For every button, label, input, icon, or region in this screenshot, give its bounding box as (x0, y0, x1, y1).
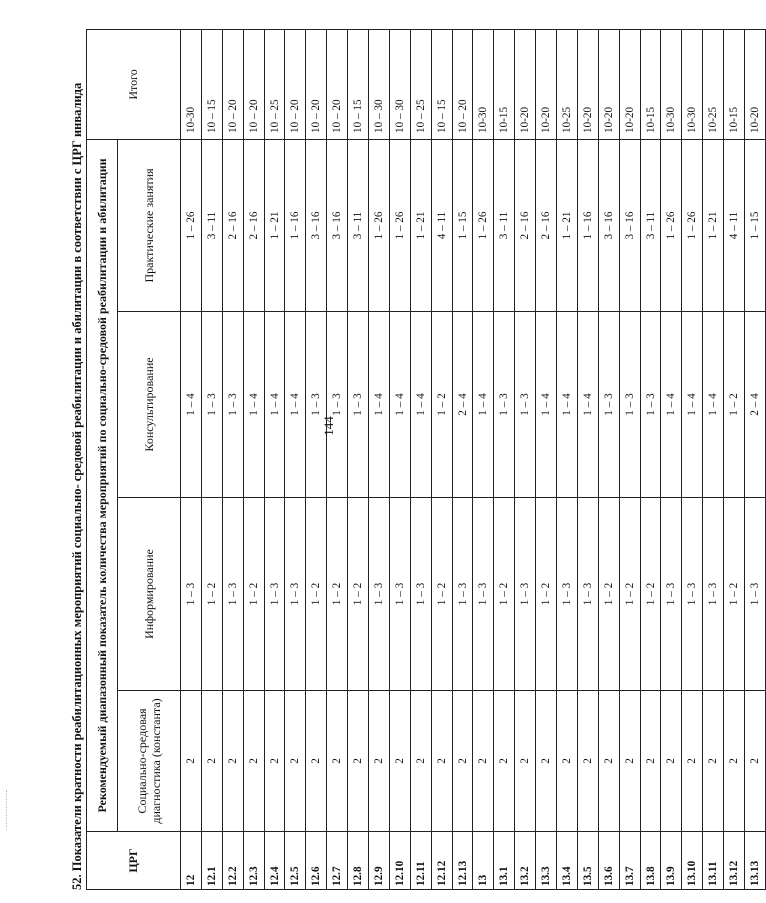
row-practical: 1 – 26 (389, 139, 410, 311)
row-total: 10 – 20 (327, 29, 348, 139)
row-consulting: 1 – 2 (724, 312, 745, 498)
row-crg: 13.11 (703, 832, 724, 890)
row-informing: 1 – 3 (557, 498, 578, 691)
row-practical: 1 – 26 (181, 139, 202, 311)
row-practical: 3 – 11 (348, 139, 369, 311)
row-diagnostics: 2 (369, 691, 390, 832)
row-informing: 1 – 2 (494, 498, 515, 691)
header-crg: ЦРГ (87, 832, 181, 890)
row-diagnostics: 2 (201, 691, 222, 832)
row-diagnostics: 2 (745, 691, 766, 832)
row-informing: 1 – 3 (745, 498, 766, 691)
table-row (348, 29, 369, 889)
row-practical: 1 – 26 (473, 139, 494, 311)
header-consulting: Консультирование (118, 312, 181, 498)
row-diagnostics: 2 (348, 691, 369, 832)
row-crg: 13.3 (536, 832, 557, 890)
row-crg: 12.8 (348, 832, 369, 890)
row-consulting: 1 – 4 (285, 312, 306, 498)
row-total: 10 – 30 (369, 29, 390, 139)
row-diagnostics: 2 (473, 691, 494, 832)
row-consulting: 1 – 3 (640, 312, 661, 498)
row-crg: 13.1 (494, 832, 515, 890)
row-informing: 1 – 2 (327, 498, 348, 691)
table-row (619, 29, 640, 889)
row-informing: 1 – 3 (222, 498, 243, 691)
row-crg: 13.6 (598, 832, 619, 890)
header-diagnostics: Социально-средовая диагностика (константа) (118, 691, 181, 832)
row-diagnostics: 2 (536, 691, 557, 832)
row-total: 10 – 20 (306, 29, 327, 139)
row-diagnostics: 2 (181, 691, 202, 832)
row-informing: 1 – 2 (598, 498, 619, 691)
row-crg: 12 (181, 832, 202, 890)
table-row (410, 29, 431, 889)
row-total: 10 – 25 (410, 29, 431, 139)
row-practical: 1 – 15 (452, 139, 473, 311)
row-crg: 12.7 (327, 832, 348, 890)
section-title: 52. Показатели кратности реабилитационных мероприятий социально- средовой реабилитации и абилитации в соответствии с ЦРГ инвалида (70, 82, 84, 890)
row-total: 10-15 (494, 29, 515, 139)
row-practical: 2 – 16 (222, 139, 243, 311)
table-row (243, 29, 264, 889)
row-crg: 13.2 (515, 832, 536, 890)
row-consulting: 1 – 4 (389, 312, 410, 498)
row-informing: 1 – 2 (536, 498, 557, 691)
row-total: 10 – 20 (243, 29, 264, 139)
row-crg: 13.7 (619, 832, 640, 890)
row-practical: 3 – 11 (640, 139, 661, 311)
row-informing: 1 – 2 (724, 498, 745, 691)
row-practical: 3 – 16 (619, 139, 640, 311)
row-total: 10 – 15 (201, 29, 222, 139)
table-row (536, 29, 557, 889)
row-informing: 1 – 2 (348, 498, 369, 691)
row-consulting: 1 – 4 (577, 312, 598, 498)
row-practical: 2 – 16 (243, 139, 264, 311)
row-informing: 1 – 3 (181, 498, 202, 691)
row-crg: 13.4 (557, 832, 578, 890)
row-crg: 12.11 (410, 832, 431, 890)
table-row (515, 29, 536, 889)
table-row (661, 29, 682, 889)
row-practical: 1 – 21 (410, 139, 431, 311)
row-consulting: 1 – 3 (515, 312, 536, 498)
table-row (703, 29, 724, 889)
row-informing: 1 – 3 (661, 498, 682, 691)
table-row (745, 29, 766, 889)
row-diagnostics: 2 (494, 691, 515, 832)
row-crg: 12.10 (389, 832, 410, 890)
rotated-page-content (70, 30, 761, 890)
row-crg: 13 (473, 832, 494, 890)
row-total: 10-25 (703, 29, 724, 139)
table-body (181, 29, 766, 889)
row-practical: 3 – 11 (201, 139, 222, 311)
row-consulting: 1 – 3 (201, 312, 222, 498)
row-total: 10-20 (598, 29, 619, 139)
row-informing: 1 – 3 (577, 498, 598, 691)
row-consulting: 1 – 4 (536, 312, 557, 498)
row-practical: 1 – 26 (682, 139, 703, 311)
row-diagnostics: 2 (619, 691, 640, 832)
row-practical: 3 – 16 (327, 139, 348, 311)
row-informing: 1 – 3 (285, 498, 306, 691)
row-consulting: 1 – 3 (327, 312, 348, 498)
row-total: 10-20 (536, 29, 557, 139)
row-diagnostics: 2 (682, 691, 703, 832)
row-total: 10 – 30 (389, 29, 410, 139)
row-diagnostics: 2 (452, 691, 473, 832)
table-row (640, 29, 661, 889)
row-practical: 4 – 11 (724, 139, 745, 311)
table-row (494, 29, 515, 889)
row-consulting: 1 – 4 (243, 312, 264, 498)
row-consulting: 2 – 4 (745, 312, 766, 498)
row-crg: 12.5 (285, 832, 306, 890)
row-diagnostics: 2 (724, 691, 745, 832)
row-total: 10 – 20 (285, 29, 306, 139)
row-total: 10-25 (557, 29, 578, 139)
table-row (369, 29, 390, 889)
row-diagnostics: 2 (327, 691, 348, 832)
row-diagnostics: 2 (598, 691, 619, 832)
row-informing: 1 – 3 (452, 498, 473, 691)
row-practical: 1 – 15 (745, 139, 766, 311)
row-informing: 1 – 2 (619, 498, 640, 691)
row-informing: 1 – 3 (473, 498, 494, 691)
row-practical: 1 – 26 (661, 139, 682, 311)
row-diagnostics: 2 (243, 691, 264, 832)
table-row (724, 29, 745, 889)
row-total: 10-30 (682, 29, 703, 139)
row-diagnostics: 2 (577, 691, 598, 832)
table-row (327, 29, 348, 889)
row-diagnostics: 2 (410, 691, 431, 832)
row-informing: 1 – 2 (640, 498, 661, 691)
row-diagnostics: 2 (515, 691, 536, 832)
table-row (264, 29, 285, 889)
row-consulting: 1 – 4 (410, 312, 431, 498)
row-total: 10-30 (181, 29, 202, 139)
row-practical: 2 – 16 (515, 139, 536, 311)
row-crg: 13.5 (577, 832, 598, 890)
row-crg: 12.6 (306, 832, 327, 890)
row-practical: 1 – 21 (557, 139, 578, 311)
row-diagnostics: 2 (431, 691, 452, 832)
row-crg: 12.9 (369, 832, 390, 890)
row-practical: 1 – 21 (703, 139, 724, 311)
row-practical: 3 – 16 (306, 139, 327, 311)
row-practical: 1 – 21 (264, 139, 285, 311)
row-total: 10-30 (661, 29, 682, 139)
row-crg: 12.4 (264, 832, 285, 890)
row-crg: 12.13 (452, 832, 473, 890)
row-diagnostics: 2 (557, 691, 578, 832)
table-row (452, 29, 473, 889)
multiplicity-table (86, 29, 766, 890)
row-informing: 1 – 2 (431, 498, 452, 691)
row-total: 10 – 20 (222, 29, 243, 139)
row-practical: 1 – 16 (577, 139, 598, 311)
row-consulting: 1 – 4 (682, 312, 703, 498)
row-crg: 13.8 (640, 832, 661, 890)
row-crg: 12.1 (201, 832, 222, 890)
row-practical: 2 – 16 (536, 139, 557, 311)
row-practical: 1 – 16 (285, 139, 306, 311)
table-row (598, 29, 619, 889)
row-informing: 1 – 2 (201, 498, 222, 691)
row-informing: 1 – 3 (369, 498, 390, 691)
row-consulting: 1 – 3 (306, 312, 327, 498)
row-consulting: 1 – 3 (494, 312, 515, 498)
row-consulting: 1 – 4 (703, 312, 724, 498)
row-crg: 13.10 (682, 832, 703, 890)
table-row (473, 29, 494, 889)
row-diagnostics: 2 (285, 691, 306, 832)
row-diagnostics: 2 (306, 691, 327, 832)
row-practical: 3 – 11 (494, 139, 515, 311)
row-diagnostics: 2 (222, 691, 243, 832)
header-total: Итого (87, 29, 181, 139)
header-group: Рекомендуемый диапазонный показатель количества мероприятий по социально-средовой реабилитации и абилитации (87, 139, 118, 831)
row-total: 10-20 (515, 29, 536, 139)
row-practical: 4 – 11 (431, 139, 452, 311)
row-informing: 1 – 2 (306, 498, 327, 691)
row-diagnostics: 2 (640, 691, 661, 832)
row-total: 10-30 (473, 29, 494, 139)
row-crg: 13.12 (724, 832, 745, 890)
row-informing: 1 – 3 (410, 498, 431, 691)
scan-margin-specks (6, 790, 11, 830)
header-informing: Информирование (118, 498, 181, 691)
row-consulting: 1 – 2 (431, 312, 452, 498)
row-crg: 13.9 (661, 832, 682, 890)
row-total: 10 – 15 (348, 29, 369, 139)
table-row (577, 29, 598, 889)
row-informing: 1 – 3 (264, 498, 285, 691)
table-row (306, 29, 327, 889)
row-diagnostics: 2 (703, 691, 724, 832)
row-total: 10 – 15 (431, 29, 452, 139)
row-informing: 1 – 3 (703, 498, 724, 691)
table-row (431, 29, 452, 889)
row-practical: 1 – 26 (369, 139, 390, 311)
row-diagnostics: 2 (389, 691, 410, 832)
row-crg: 12.3 (243, 832, 264, 890)
table-row (222, 29, 243, 889)
row-informing: 1 – 3 (682, 498, 703, 691)
row-informing: 1 – 3 (389, 498, 410, 691)
row-practical: 3 – 16 (598, 139, 619, 311)
row-total: 10-15 (640, 29, 661, 139)
row-total: 10 – 25 (264, 29, 285, 139)
page-number: 144 (321, 416, 336, 436)
row-total: 10-15 (724, 29, 745, 139)
table-row (285, 29, 306, 889)
row-total: 10-20 (577, 29, 598, 139)
row-consulting: 1 – 3 (598, 312, 619, 498)
row-consulting: 1 – 4 (181, 312, 202, 498)
row-informing: 1 – 3 (515, 498, 536, 691)
row-consulting: 1 – 4 (369, 312, 390, 498)
row-crg: 13.13 (745, 832, 766, 890)
table-row (389, 29, 410, 889)
row-crg: 12.12 (431, 832, 452, 890)
row-diagnostics: 2 (661, 691, 682, 832)
table-row (181, 29, 202, 889)
row-total: 10-20 (745, 29, 766, 139)
row-consulting: 1 – 3 (348, 312, 369, 498)
row-consulting: 1 – 4 (473, 312, 494, 498)
table-row (682, 29, 703, 889)
row-consulting: 1 – 4 (661, 312, 682, 498)
row-informing: 1 – 2 (243, 498, 264, 691)
header-practical: Практические занятия (118, 139, 181, 311)
table-row (201, 29, 222, 889)
row-crg: 12.2 (222, 832, 243, 890)
row-consulting: 1 – 4 (264, 312, 285, 498)
row-consulting: 2 – 4 (452, 312, 473, 498)
table-row (557, 29, 578, 889)
row-total: 10-20 (619, 29, 640, 139)
row-consulting: 1 – 3 (619, 312, 640, 498)
row-consulting: 1 – 3 (222, 312, 243, 498)
row-diagnostics: 2 (264, 691, 285, 832)
row-total: 10 – 20 (452, 29, 473, 139)
row-consulting: 1 – 4 (557, 312, 578, 498)
